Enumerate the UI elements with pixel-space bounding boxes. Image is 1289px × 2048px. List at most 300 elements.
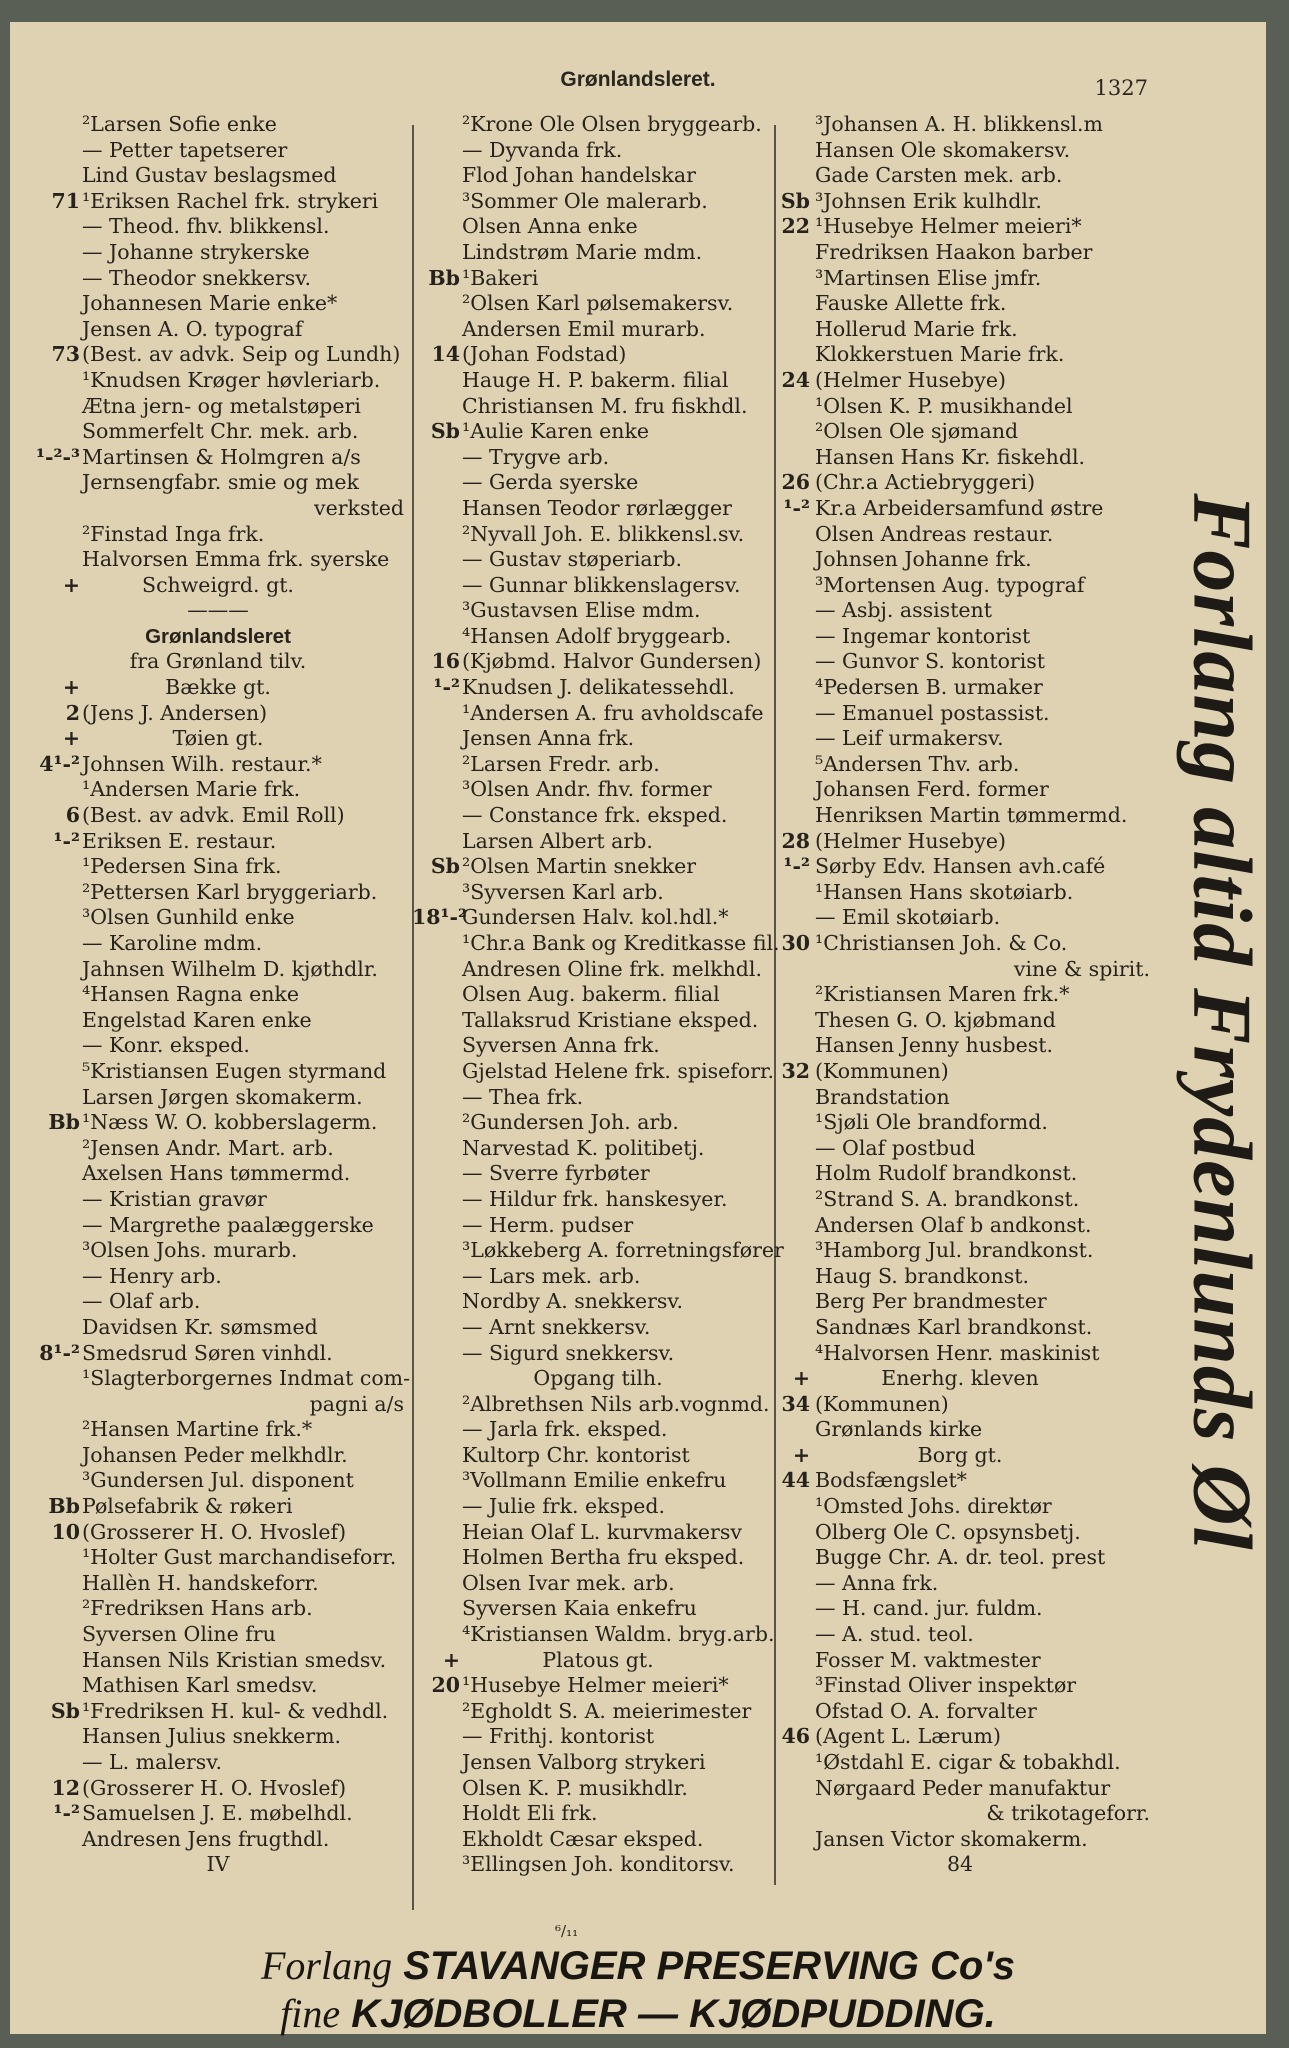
directory-page bbox=[10, 22, 1269, 2036]
entry-text: (Helmer Husebye) bbox=[815, 367, 1007, 392]
directory-entry bbox=[770, 214, 1150, 240]
entry-text: Bodsfængslet* bbox=[815, 1468, 967, 1493]
directory-entry bbox=[412, 880, 784, 906]
directory-entry bbox=[32, 752, 404, 778]
house-number: ¹-² bbox=[783, 495, 810, 520]
entry-text: ⁴Halvorsen Henr. maskinist bbox=[815, 1340, 1100, 1365]
entry-text: Schweigrd. gt. bbox=[142, 572, 294, 597]
directory-entry bbox=[770, 1264, 1150, 1290]
entry-text: Brandstation bbox=[815, 1084, 950, 1109]
directory-column-1 bbox=[32, 112, 411, 1878]
directory-entry bbox=[412, 419, 784, 445]
entry-text: ²Strand S. A. brandkonst. bbox=[815, 1186, 1080, 1211]
entry-text: Johansen Ferd. former bbox=[815, 777, 1049, 802]
directory-entry bbox=[770, 1392, 1150, 1418]
directory-entry bbox=[770, 1801, 1150, 1827]
entry-text: ¹Pedersen Sina frk. bbox=[82, 854, 282, 879]
entry-text: Hauge H. P. bakerm. filial bbox=[462, 367, 729, 392]
entry-text: Nørgaard Peder manufaktur bbox=[815, 1775, 1111, 1800]
house-number: 28 bbox=[781, 828, 810, 853]
directory-entry bbox=[412, 1341, 784, 1367]
entry-text: Engelstad Karen enke bbox=[82, 1007, 312, 1032]
entry-text: Tallaksrud Kristiane eksped. bbox=[462, 1007, 759, 1032]
entry-text: — Ingemar kontorist bbox=[815, 623, 1031, 648]
house-number: 32 bbox=[781, 1058, 810, 1083]
directory-entry bbox=[32, 1136, 404, 1162]
house-number: ¹-² bbox=[783, 854, 810, 879]
house-number: Bb bbox=[428, 265, 460, 290]
directory-entry bbox=[412, 1161, 784, 1187]
entry-text: ¹Andersen A. fru avholdscafe bbox=[462, 700, 764, 725]
directory-entry bbox=[412, 1110, 784, 1136]
directory-entry bbox=[32, 394, 404, 420]
directory-entry bbox=[412, 547, 784, 573]
entry-text: (Johan Fodstad) bbox=[462, 342, 627, 367]
directory-entry bbox=[412, 1187, 784, 1213]
directory-entry bbox=[770, 624, 1150, 650]
entry-text: Holdt Eli frk. bbox=[462, 1801, 598, 1826]
entry-text: Hansen Hans Kr. fiskehdl. bbox=[815, 444, 1086, 469]
entry-text: — Sverre fyrbøter bbox=[462, 1161, 650, 1186]
directory-entry bbox=[770, 1622, 1150, 1648]
entry-text: Syversen Anna frk. bbox=[462, 1033, 660, 1058]
directory-entry bbox=[32, 419, 404, 445]
directory-entry bbox=[32, 163, 404, 189]
house-number: ¹-² bbox=[53, 1801, 80, 1826]
directory-column-2 bbox=[412, 112, 784, 1878]
entry-text: Holmen Bertha fru eksped. bbox=[462, 1545, 745, 1570]
directory-entry bbox=[770, 1827, 1150, 1853]
directory-entry bbox=[32, 675, 404, 701]
directory-entry bbox=[32, 470, 404, 496]
entry-text: ³Johnsen Erik kulhdlr. bbox=[815, 188, 1042, 213]
house-number: 14 bbox=[431, 342, 460, 367]
entry-text: — Dyvanda frk. bbox=[462, 137, 623, 162]
entry-text: Hollerud Marie frk. bbox=[815, 316, 1018, 341]
entry-text: Enerhg. kleven bbox=[881, 1366, 1039, 1391]
house-number: + bbox=[442, 1647, 460, 1672]
entry-text: ¹Olsen K. P. musikhandel bbox=[815, 393, 1073, 418]
entry-text: ²Hansen Martine frk.* bbox=[82, 1417, 313, 1442]
entry-text: Andresen Oline frk. melkhdl. bbox=[462, 956, 762, 981]
entry-text: — H. cand. jur. fuldm. bbox=[815, 1596, 1043, 1621]
directory-entry bbox=[770, 1110, 1150, 1136]
entry-text: ²Krone Ole Olsen bryggearb. bbox=[462, 112, 762, 136]
entry-text: (Grosserer H. O. Hvoslef) bbox=[82, 1519, 347, 1544]
entry-text: — Gerda syerske bbox=[462, 470, 639, 495]
entry-text: Mathisen Karl smedsv. bbox=[82, 1673, 318, 1698]
page-title: Grønlandsleret. bbox=[560, 68, 716, 91]
entry-text: Johnsen Johanne frk. bbox=[815, 547, 1032, 572]
directory-entry bbox=[32, 1366, 411, 1392]
directory-entry bbox=[32, 1724, 404, 1750]
page-number: 1327 bbox=[1094, 76, 1148, 100]
entry-text: (Jens J. Andersen) bbox=[82, 700, 268, 725]
footer-ad-products: KJØDBOLLER — KJØDPUDDING. bbox=[351, 1992, 996, 2036]
entry-text: Opgang tilh. bbox=[533, 1366, 663, 1391]
directory-entry bbox=[412, 726, 784, 752]
directory-entry bbox=[32, 214, 404, 240]
directory-entry bbox=[770, 1238, 1150, 1264]
entry-text: ³Gundersen Jul. disponent bbox=[82, 1468, 354, 1493]
entry-text: ³Gustavsen Elise mdm. bbox=[462, 598, 701, 623]
directory-entry bbox=[412, 1494, 784, 1520]
directory-entry bbox=[770, 573, 1150, 599]
house-number: 46 bbox=[781, 1724, 810, 1749]
directory-entry bbox=[32, 1852, 404, 1878]
directory-column-3 bbox=[770, 112, 1150, 1878]
entry-text: Fredriksen Haakon barber bbox=[815, 239, 1093, 264]
directory-entry bbox=[770, 1494, 1150, 1520]
house-number: + bbox=[792, 1366, 810, 1391]
directory-entry bbox=[412, 1417, 784, 1443]
entry-text: ³Johansen A. H. blikkensl.m bbox=[815, 112, 1103, 136]
directory-entry bbox=[32, 701, 404, 727]
entry-text: Olsen Anna enke bbox=[462, 214, 638, 239]
directory-entry bbox=[32, 1315, 404, 1341]
directory-entry bbox=[412, 1699, 784, 1725]
entry-text: 84 bbox=[946, 1852, 974, 1877]
entry-text: Hansen Jenny husbest. bbox=[815, 1033, 1053, 1058]
house-number: 22 bbox=[781, 214, 810, 239]
directory-entry bbox=[412, 931, 784, 957]
directory-entry bbox=[32, 317, 404, 343]
entry-text: Jansen Victor skomakerm. bbox=[815, 1826, 1088, 1851]
directory-entry bbox=[412, 189, 784, 215]
house-number: Sb bbox=[430, 854, 460, 879]
directory-entry bbox=[412, 1392, 784, 1418]
entry-text: ¹Eriksen Rachel frk. strykeri bbox=[82, 188, 379, 213]
directory-entry bbox=[412, 266, 784, 292]
directory-entry bbox=[770, 905, 1150, 931]
directory-entry bbox=[412, 138, 784, 164]
directory-entry bbox=[770, 701, 1150, 727]
directory-entry bbox=[770, 291, 1150, 317]
entry-text: ¹Chr.a Bank og Kreditkasse fil. bbox=[462, 931, 780, 955]
entry-text: ⁴Kristiansen Waldm. bryg.arb. bbox=[462, 1622, 775, 1647]
directory-entry bbox=[770, 1596, 1150, 1622]
directory-entry bbox=[412, 1213, 784, 1239]
directory-entry bbox=[412, 1724, 784, 1750]
entry-text: ³Olsen Johs. murarb. bbox=[82, 1238, 298, 1263]
directory-entry bbox=[32, 1673, 404, 1699]
directory-entry bbox=[412, 1520, 784, 1546]
entry-text: ¹Husebye Helmer meieri* bbox=[815, 214, 1082, 239]
directory-entry bbox=[412, 649, 784, 675]
directory-entry bbox=[412, 624, 784, 650]
entry-text: Eriksen E. restaur. bbox=[82, 828, 277, 853]
entry-text: — Arnt snekkersv. bbox=[462, 1314, 651, 1339]
directory-entry bbox=[412, 291, 784, 317]
directory-entry bbox=[770, 675, 1150, 701]
entry-text: Narvestad K. politibetj. bbox=[462, 1135, 705, 1160]
directory-entry bbox=[770, 803, 1150, 829]
entry-text: ——— bbox=[187, 598, 249, 623]
entry-text: Knudsen J. delikatessehdl. bbox=[462, 675, 735, 700]
directory-entry bbox=[32, 1648, 404, 1674]
entry-text: Grønlands kirke bbox=[815, 1417, 983, 1442]
directory-entry bbox=[412, 240, 784, 266]
entry-text: ¹Østdahl E. cigar & tobakhdl. bbox=[815, 1750, 1121, 1774]
directory-entry bbox=[412, 854, 784, 880]
directory-entry bbox=[770, 342, 1150, 368]
directory-entry bbox=[32, 854, 404, 880]
directory-entry bbox=[770, 726, 1150, 752]
directory-entry bbox=[770, 1724, 1150, 1750]
entry-text: Johansen Peder melkhdlr. bbox=[82, 1442, 348, 1467]
entry-text: Johannesen Marie enke* bbox=[82, 291, 338, 316]
entry-text: Lindstrøm Marie mdm. bbox=[462, 239, 703, 264]
directory-entry bbox=[770, 266, 1150, 292]
entry-text: (Helmer Husebye) bbox=[815, 828, 1007, 853]
entry-text: — Theod. fhv. blikkensl. bbox=[82, 214, 330, 239]
directory-entry bbox=[412, 496, 784, 522]
entry-text: ⁴Hansen Ragna enke bbox=[82, 982, 299, 1007]
directory-entry bbox=[32, 1085, 404, 1111]
entry-text: ²Olsen Martin snekker bbox=[462, 854, 697, 879]
entry-text: Martinsen & Holmgren a/s bbox=[82, 444, 361, 469]
entry-text: Olberg Ole C. opsynsbetj. bbox=[815, 1519, 1081, 1544]
directory-entry bbox=[32, 1213, 404, 1239]
entry-text: Hallèn H. handskeforr. bbox=[82, 1570, 319, 1595]
directory-entry bbox=[32, 342, 404, 368]
directory-entry bbox=[32, 649, 404, 675]
directory-entry bbox=[32, 1443, 404, 1469]
entry-text: Sørby Edv. Hansen avh.café bbox=[815, 854, 1106, 879]
entry-text: — Asbj. assistent bbox=[815, 598, 993, 623]
entry-text: Sandnæs Karl brandkonst. bbox=[815, 1314, 1093, 1339]
entry-text: Gade Carsten mek. arb. bbox=[815, 163, 1063, 188]
entry-text: ¹Omsted Johs. direktør bbox=[815, 1494, 1052, 1519]
entry-text: — Petter tapetserer bbox=[82, 137, 288, 162]
entry-text: Fosser M. vaktmester bbox=[815, 1647, 1041, 1672]
directory-entry bbox=[412, 905, 784, 931]
entry-text: ¹Hansen Hans skotøiarb. bbox=[815, 879, 1074, 904]
house-number: Bb bbox=[48, 1494, 80, 1519]
directory-entry bbox=[770, 1417, 1150, 1443]
house-number: Sb bbox=[50, 1698, 80, 1723]
entry-text: ³Syversen Karl arb. bbox=[462, 879, 664, 904]
directory-entry bbox=[770, 854, 1150, 880]
entry-text: Flod Johan handelskar bbox=[462, 163, 696, 188]
directory-entry bbox=[770, 1315, 1150, 1341]
entry-text: ²Gundersen Joh. arb. bbox=[462, 1110, 679, 1135]
directory-entry bbox=[412, 1673, 784, 1699]
entry-text: Hansen Teodor rørlægger bbox=[462, 495, 732, 520]
directory-entry bbox=[770, 445, 1150, 471]
directory-entry bbox=[32, 1622, 404, 1648]
directory-entry bbox=[412, 1289, 784, 1315]
directory-entry bbox=[32, 982, 404, 1008]
entry-text: Borg gt. bbox=[917, 1442, 1003, 1467]
entry-text: — Kristian gravør bbox=[82, 1186, 267, 1211]
entry-text: ³Martinsen Elise jmfr. bbox=[815, 265, 1042, 290]
directory-entry bbox=[412, 214, 784, 240]
entry-text: — Olaf arb. bbox=[82, 1289, 201, 1314]
entry-text: (Grosserer H. O. Hvoslef) bbox=[82, 1775, 347, 1800]
entry-text: pagni a/s bbox=[309, 1391, 404, 1416]
entry-text: — L. malersv. bbox=[82, 1750, 222, 1774]
directory-entry bbox=[770, 163, 1150, 189]
entry-text: Christiansen M. fru fiskhdl. bbox=[462, 393, 748, 418]
directory-entry bbox=[32, 1699, 404, 1725]
entry-text: ¹Slagterborgernes Indmat com- bbox=[82, 1366, 411, 1391]
directory-entry bbox=[32, 240, 404, 266]
entry-text: — Henry arb. bbox=[82, 1263, 222, 1288]
directory-entry bbox=[32, 1596, 404, 1622]
directory-entry bbox=[412, 777, 784, 803]
house-number: 18¹-² bbox=[412, 905, 467, 930]
entry-text: ³Hamborg Jul. brandkonst. bbox=[815, 1238, 1094, 1263]
directory-entry bbox=[32, 445, 404, 471]
directory-entry bbox=[32, 368, 404, 394]
directory-entry bbox=[32, 829, 404, 855]
directory-entry bbox=[770, 649, 1150, 675]
entry-text: Berg Per brandmester bbox=[815, 1289, 1047, 1314]
entry-text: ¹Fredriksen H. kul- & vedhdl. bbox=[82, 1698, 389, 1723]
entry-text: — Julie frk. eksped. bbox=[462, 1494, 666, 1519]
directory-entry bbox=[770, 1008, 1150, 1034]
directory-entry bbox=[412, 829, 784, 855]
entry-text: ²Albrethsen Nils arb.vognmd. bbox=[462, 1391, 770, 1416]
directory-entry bbox=[32, 1289, 404, 1315]
entry-text: — Anna frk. bbox=[815, 1570, 939, 1595]
entry-text: Davidsen Kr. sømsmed bbox=[82, 1314, 318, 1339]
directory-entry bbox=[770, 1366, 1150, 1392]
directory-entry bbox=[412, 1648, 784, 1674]
entry-text: Kr.a Arbeidersamfund østre bbox=[815, 495, 1104, 520]
directory-entry bbox=[770, 880, 1150, 906]
entry-text: ³Olsen Gunhild enke bbox=[82, 905, 295, 930]
house-number: + bbox=[62, 572, 80, 597]
entry-text: Lind Gustav beslagsmed bbox=[82, 163, 337, 188]
entry-text: Syversen Kaia enkefru bbox=[462, 1596, 697, 1621]
directory-entry bbox=[412, 1545, 784, 1571]
directory-entry bbox=[770, 1085, 1150, 1111]
entry-text: Andersen Olaf b andkonst. bbox=[815, 1212, 1092, 1237]
entry-text: Bugge Chr. A. dr. teol. prest bbox=[815, 1545, 1106, 1570]
directory-entry bbox=[412, 1571, 784, 1597]
directory-entry bbox=[770, 189, 1150, 215]
house-number: 10 bbox=[51, 1519, 80, 1544]
directory-entry bbox=[32, 1161, 404, 1187]
directory-entry bbox=[412, 1776, 784, 1802]
entry-text: ¹Bakeri bbox=[462, 265, 539, 290]
house-number: 73 bbox=[51, 342, 80, 367]
entry-text: IV bbox=[206, 1852, 230, 1877]
directory-entry bbox=[412, 368, 784, 394]
entry-text: Olsen Andreas restaur. bbox=[815, 521, 1054, 546]
directory-entry bbox=[32, 1059, 404, 1085]
directory-entry bbox=[412, 982, 784, 1008]
house-number: + bbox=[792, 1442, 810, 1467]
directory-entry bbox=[770, 1468, 1150, 1494]
directory-entry bbox=[412, 675, 784, 701]
footer-ad-prefix: fine bbox=[280, 1991, 341, 2036]
entry-text: Platous gt. bbox=[542, 1647, 654, 1672]
footer-ad-prefix: Forlang bbox=[260, 1943, 393, 1988]
house-number: ¹-² bbox=[433, 675, 460, 700]
directory-entry bbox=[770, 1750, 1150, 1776]
directory-entry bbox=[770, 1136, 1150, 1162]
directory-entry bbox=[412, 1033, 784, 1059]
directory-entry bbox=[412, 1366, 784, 1392]
entry-text: fra Grønland tilv. bbox=[129, 649, 307, 674]
directory-entry bbox=[32, 1827, 404, 1853]
directory-entry bbox=[32, 573, 404, 599]
directory-entry bbox=[770, 752, 1150, 778]
house-number: 24 bbox=[781, 367, 810, 392]
directory-entry bbox=[770, 598, 1150, 624]
entry-text: — Gunnar blikkenslagersv. bbox=[462, 572, 741, 597]
entry-text: ²Olsen Ole sjømand bbox=[815, 419, 1019, 444]
entry-text: ²Larsen Sofie enke bbox=[82, 112, 277, 136]
entry-text: ³Finstad Oliver inspektør bbox=[815, 1673, 1077, 1698]
directory-entry bbox=[770, 1520, 1150, 1546]
entry-text: verksted bbox=[314, 495, 404, 520]
house-number: + bbox=[62, 675, 80, 700]
directory-entry bbox=[32, 1494, 404, 1520]
directory-entry bbox=[770, 1161, 1150, 1187]
directory-entry bbox=[770, 1648, 1150, 1674]
directory-entry bbox=[412, 598, 784, 624]
directory-entry bbox=[770, 419, 1150, 445]
entry-text: Larsen Albert arb. bbox=[462, 828, 653, 853]
entry-text: Syversen Oline fru bbox=[82, 1622, 276, 1647]
entry-text: Jensen A. O. typograf bbox=[82, 316, 303, 341]
entry-text: & trikotageforr. bbox=[986, 1801, 1150, 1826]
entry-text: ²Egholdt S. A. meierimester bbox=[462, 1698, 752, 1723]
entry-text: — Hildur frk. hanskesyer. bbox=[462, 1186, 728, 1211]
directory-entry bbox=[32, 803, 404, 829]
entry-text: Olsen Aug. bakerm. filial bbox=[462, 982, 720, 1007]
entry-text: — Theodor snekkersv. bbox=[82, 265, 311, 290]
directory-entry bbox=[770, 1289, 1150, 1315]
house-number: ¹-² bbox=[53, 828, 80, 853]
entry-text: — Herm. pudser bbox=[462, 1212, 634, 1237]
directory-entry bbox=[32, 1008, 404, 1034]
directory-entry bbox=[770, 240, 1150, 266]
directory-entry bbox=[770, 1852, 1150, 1878]
entry-text: — Leif urmakersv. bbox=[815, 726, 1004, 751]
entry-text: — A. stud. teol. bbox=[815, 1622, 974, 1647]
directory-entry bbox=[412, 1059, 784, 1085]
entry-text: Andersen Emil murarb. bbox=[462, 316, 706, 341]
directory-entry bbox=[32, 880, 404, 906]
entry-text: Jensen Anna frk. bbox=[462, 726, 635, 751]
directory-entry bbox=[770, 1673, 1150, 1699]
entry-text: — Johanne strykerske bbox=[82, 239, 310, 264]
entry-text: ⁴Pedersen B. urmaker bbox=[815, 675, 1043, 700]
directory-entry bbox=[32, 1392, 404, 1418]
entry-text: Axelsen Hans tømmermd. bbox=[82, 1161, 351, 1186]
directory-entry bbox=[412, 394, 784, 420]
entry-text: ²Olsen Karl pølsemakersv. bbox=[462, 291, 734, 316]
directory-entry bbox=[412, 1008, 784, 1034]
directory-entry bbox=[412, 1750, 784, 1776]
directory-entry bbox=[770, 547, 1150, 573]
entry-text: (Best. av advk. Seip og Lundh) bbox=[82, 342, 401, 367]
directory-entry bbox=[32, 1238, 404, 1264]
directory-entry bbox=[32, 1187, 404, 1213]
entry-text: (Kjøbmd. Halvor Gundersen) bbox=[462, 649, 762, 674]
entry-text: — Karoline mdm. bbox=[82, 931, 263, 955]
entry-text: ³Mortensen Aug. typograf bbox=[815, 572, 1085, 597]
entry-text: — Sigurd snekkersv. bbox=[462, 1340, 675, 1365]
directory-entry bbox=[412, 1596, 784, 1622]
house-number: 71 bbox=[51, 188, 80, 213]
directory-entry bbox=[32, 1264, 404, 1290]
